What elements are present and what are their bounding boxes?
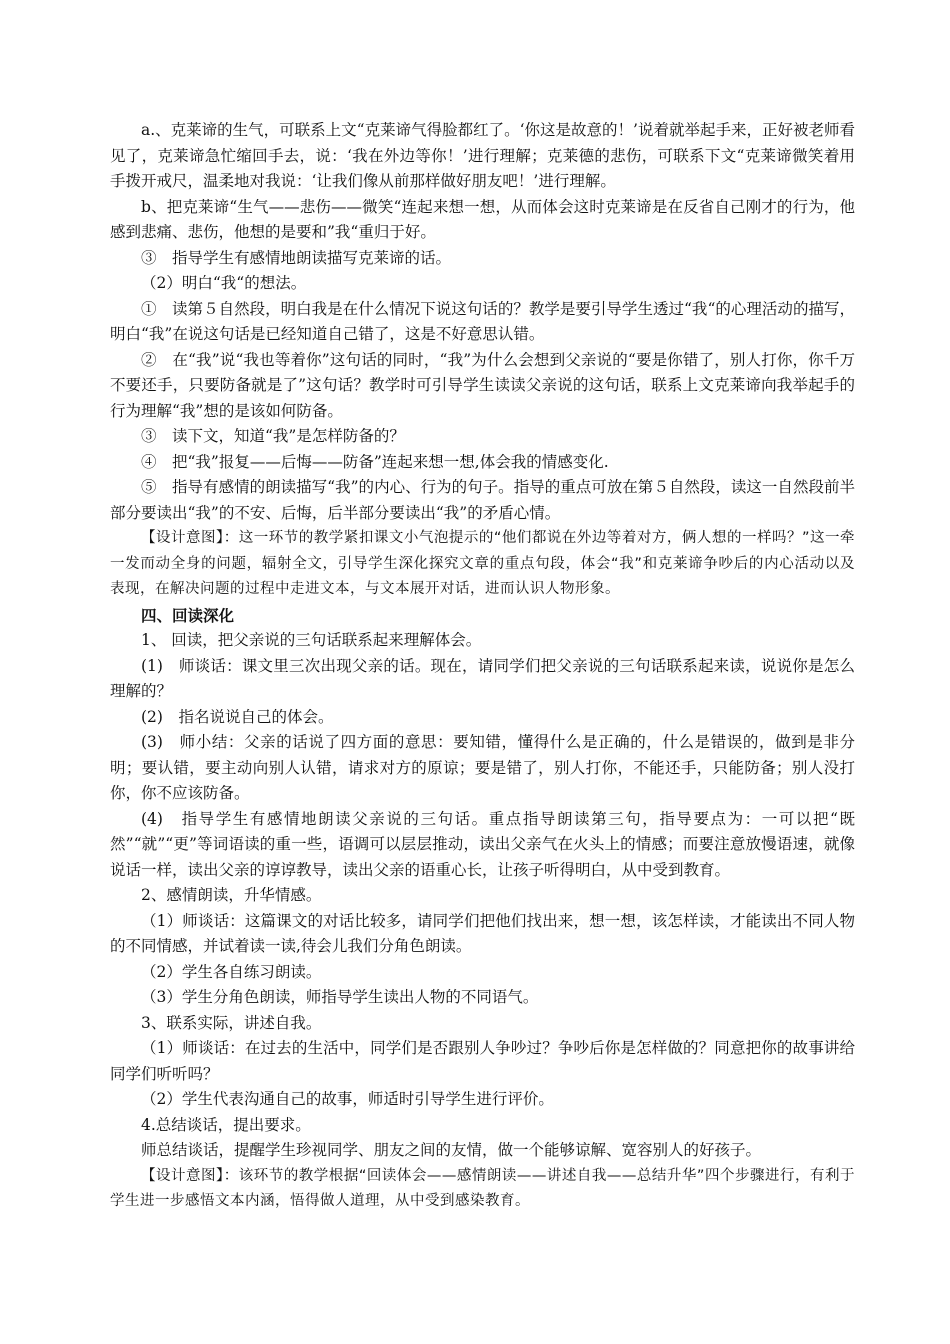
paragraph-item-4: ④ 把“我”报复——后悔——防备”连起来想一想,体会我的情感变化. [141, 452, 609, 471]
paragraph-emotion-1: （1）师谈话：这篇课文的对话比较多，请同学们把他们找出来，想一想，该怎样读，才能读出不同人物的不同情感，并试着读一读,待会儿我们分角色朗读。 [110, 911, 855, 955]
paragraph-reread-3: (3) 师小结：父亲的话说了四方面的意思：要知错，懂得什么是正确的，什么是错误的，做到是非分明；要认错，要主动向别人认错，请求对方的原谅；要是错了，别人打你，不能还手，只能防备；别人没打你，你不应该防备。 [110, 733, 855, 802]
design-intent-1: 【设计意图】：这一环节的教学紧扣课文小气泡提示的“他们都说在外边等着对方，俩人想的一样吗？”这一牵一发而动全身的问题，辐射全文，引导学生深化探究文章的重点句段，体会“我”和克莱谛争吵后的内心活动以及表现，在解决问题的过程中走进文本，与文本展开对话，进而认识人物形象。 [110, 530, 855, 597]
paragraph-summary: 4.总结谈话，提出要求。 [141, 1115, 311, 1134]
paragraph-reread: 1、 回读，把父亲说的三句话联系起来理解体会。 [141, 631, 482, 649]
paragraph-emotion-3: （3）学生分角色朗读，师指导学生读出人物的不同语气。 [141, 988, 539, 1006]
paragraph-b: b、把克莱谛“生气——悲伤——微笑“连起来想一想，从而体会这时克莱谛是在反省自己刚才的行为，他感到悲痛、悲伤，他想的是要和”我“重归于好。 [110, 197, 855, 241]
paragraph-subheading-2: （2）明白“我“的想法。 [141, 274, 307, 292]
paragraph-reread-4: (4) 指导学生有感情地朗读父亲说的三句话。重点指导朗读第三句，指导要点为：一可以把“既然”“就”“更”等词语读的重一些，语调可以层层推动，读出父亲气在火头上的情感；而要注意放慢语速，就像说话一样，读出父亲的谆谆教导，读出父亲的语重心长，让孩子听得明白，从中受到教育。 [110, 809, 855, 879]
document-page [110, 118, 855, 1215]
paragraph-item-3: ③ 读下文，知道“我”是怎样防备的？ [141, 427, 405, 445]
paragraph-step-3: ③ 指导学生有感情地朗读描写克莱谛的话。 [141, 248, 452, 267]
paragraph-practice: 3、联系实际，讲述自我。 [141, 1013, 322, 1032]
paragraph-practice-1: （1）师谈话：在过去的生活中，同学们是否跟别人争吵过？争吵后你是怎样做的？同意把你的故事讲给同学们听听吗？ [110, 1039, 855, 1083]
paragraph-reread-2: (2) 指名说说自己的体会。 [141, 707, 334, 726]
paragraph-reread-1: (1) 师谈话：课文里三次出现父亲的话。现在，请同学们把父亲说的三句话联系起来读，说说你是怎么理解的？ [110, 656, 855, 700]
paragraph-emotion-reading: 2、感情朗读，升华情感。 [141, 886, 322, 904]
paragraph-emotion-2: （2）学生各自练习朗读。 [141, 962, 322, 981]
paragraph-item-2: ② 在“我”说“我也等着你”这句话的同时，“我”为什么会想到父亲说的“要是你错了，别人打你，你千万不要还手，只要防备就是了”这句话？教学时可引导学生读读父亲说的这句话，联系上文克莱谛向我举起手的行为理解“我”想的是该如何防备。 [110, 350, 855, 420]
design-intent-2: 【设计意图】：该环节的教学根据“回读体会——感情朗读——讲述自我——总结升华”四个步骤进行，有利于学生进一步感悟文本内涵，悟得做人道理，从中受到感染教育。 [110, 1167, 855, 1209]
section-heading-4: 四、回读深化 [141, 605, 235, 625]
paragraph-summary-text: 师总结谈话，提醒学生珍视同学、朋友之间的友情，做一个能够谅解、宽容别人的好孩子。 [141, 1141, 762, 1159]
paragraph-item-1: ① 读第５自然段，明白我是在什么情况下说这句话的？教学是要引导学生透过“我“的心理活动的描写，明白“我”在说这句话是已经知道自己错了，这是不好意思认错。 [110, 299, 855, 343]
paragraph-a: a.、克莱谛的生气，可联系上文“克莱谛气得脸都红了。‘你这是故意的！’说着就举起手来，正好被老师看见了，克莱谛急忙缩回手去，说：‘我在外边等你！’进行理解；克莱德的悲伤，可联系下文“克莱谛微笑着用手拨开戒尺，温柔地对我说：‘让我们像从前那样做好朋友吧！’进行理解。 [110, 121, 855, 190]
paragraph-item-5: ⑤ 指导有感情的朗读描写“我”的内心、行为的句子。指导的重点可放在第５自然段，读这一自然段前半部分要读出“我”的不安、后悔，后半部分要读出“我”的矛盾心情。 [110, 478, 855, 522]
paragraph-practice-2: （2）学生代表沟通自己的故事，师适时引导学生进行评价。 [141, 1090, 554, 1108]
